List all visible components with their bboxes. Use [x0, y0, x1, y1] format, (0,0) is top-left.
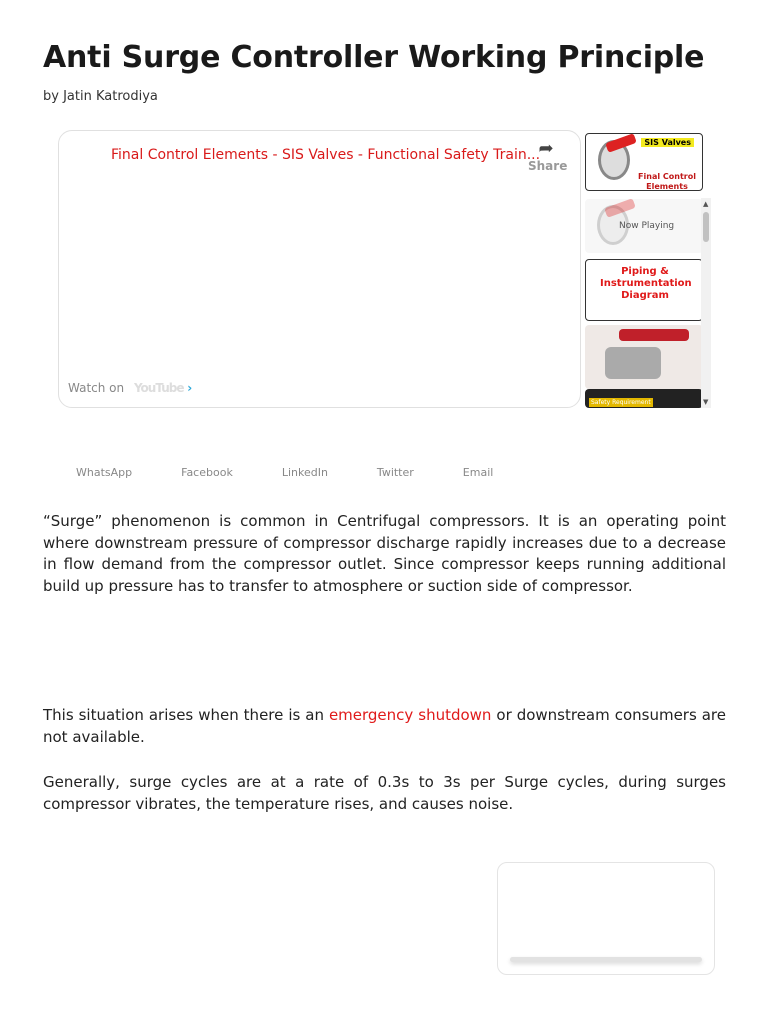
playlist-item-caption: Piping & Instrumentation Diagram	[600, 266, 692, 301]
author-byline: by Jatin Katrodiya	[43, 89, 158, 104]
now-playing-label: Now Playing	[619, 221, 675, 231]
share-whatsapp-button[interactable]: WhatsApp	[76, 466, 133, 479]
playlist-item[interactable]	[585, 133, 703, 191]
playlist-item-caption: Final Control Elements	[638, 172, 696, 191]
paragraph-text: or downstream consumers are not available.	[43, 706, 726, 746]
video-share-button[interactable]	[528, 138, 568, 173]
playlist-item-caption: Safety Requirement	[591, 399, 651, 406]
playlist-item-now-playing[interactable]	[585, 199, 703, 253]
share-label: Share	[528, 159, 568, 173]
social-share-bar	[76, 466, 542, 479]
scrollbar-thumb[interactable]	[703, 212, 709, 242]
youtube-logo: YouTube	[133, 381, 184, 395]
playlist-item[interactable]	[585, 325, 703, 389]
playlist-item-badge: SIS Valves	[641, 138, 694, 147]
share-arrow-icon: ➦	[538, 138, 554, 159]
ad-container	[497, 862, 715, 975]
ad-placeholder-bar	[510, 957, 702, 962]
share-twitter-button[interactable]: Twitter	[376, 466, 414, 479]
share-facebook-button[interactable]: Facebook	[181, 466, 233, 479]
ball-valve-thumbnail-icon	[605, 347, 661, 379]
share-email-button[interactable]: Email	[462, 466, 494, 479]
body-paragraph	[43, 705, 726, 748]
playlist-item[interactable]	[585, 259, 703, 321]
emergency-shutdown-link[interactable]: emergency shutdown	[328, 706, 492, 724]
video-player[interactable]	[58, 130, 581, 408]
playlist-scrollbar[interactable]	[701, 198, 711, 408]
scroll-up-icon[interactable]: ▲	[703, 200, 709, 208]
paragraph-text: This situation arises when there is an	[43, 706, 329, 724]
watch-on-label: Watch on	[68, 381, 125, 395]
video-title-link[interactable]: Final Control Elements - SIS Valves - Functional Safety Train...	[111, 147, 541, 163]
body-paragraph: Generally, surge cycles are at a rate of 0.3s to 3s per Surge cycles, during surges compressor vibrates, the temperature rises, and causes noise.	[43, 773, 726, 813]
video-playlist[interactable]	[583, 130, 711, 408]
page-title: Anti Surge Controller Working Principle	[43, 40, 705, 75]
chevron-right-icon: ›	[187, 381, 193, 395]
share-linkedin-button[interactable]: LinkedIn	[281, 466, 328, 479]
ball-valve-handle-icon	[619, 329, 689, 341]
scroll-down-icon[interactable]: ▼	[703, 398, 709, 406]
playlist-item[interactable]	[585, 389, 703, 408]
watch-on-youtube-link[interactable]	[68, 381, 192, 395]
body-paragraph: “Surge” phenomenon is common in Centrifugal compressors. It is an operating point where downstream pressure of compressor discharge rapidly increases due to a decrease in flow demand from the compressor outlet. Since compressor keeps running additional build up pressure has to transfer to atmosphere or suction side of compressor.	[43, 512, 726, 595]
